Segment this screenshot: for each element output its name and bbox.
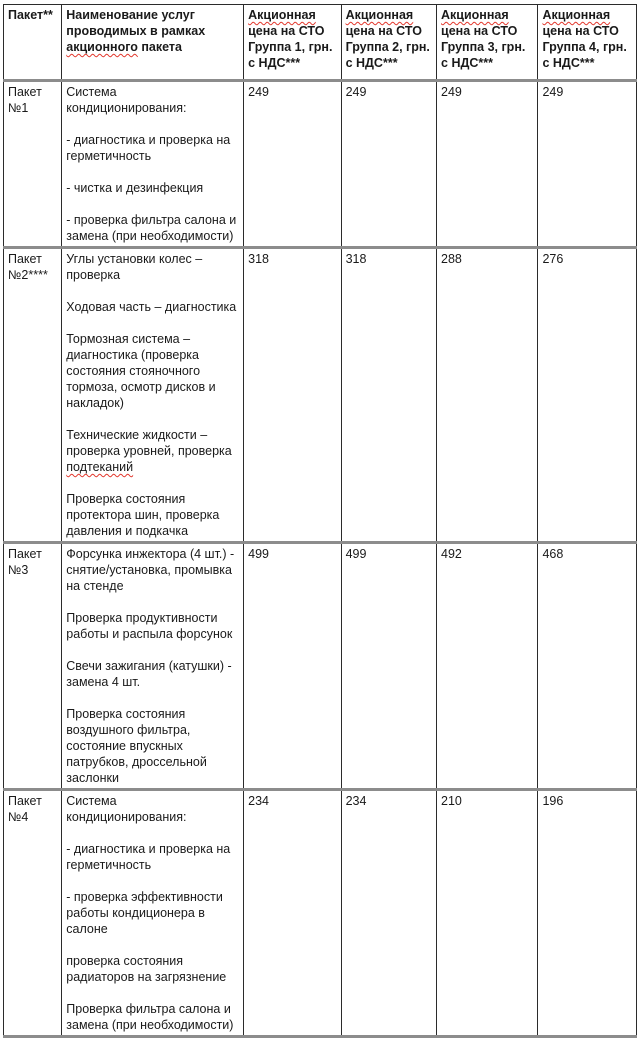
package-label: Пакет №4 bbox=[8, 794, 42, 824]
service-paragraph: - проверка фильтра салона и замена (при необходимости) bbox=[66, 213, 237, 243]
service-text: Технические жидкости – проверка уровней, проверка bbox=[66, 428, 232, 458]
header-price1-label: цена на СТО Группа 1, грн. с НДС*** bbox=[248, 24, 333, 70]
price-cell-group-4: 196 bbox=[538, 790, 637, 1037]
price-cell-group-2: 318 bbox=[341, 248, 436, 543]
header-cell-services bbox=[62, 5, 244, 81]
price-cell-group-3: 249 bbox=[437, 81, 538, 248]
services-cell bbox=[62, 790, 244, 1037]
package-cell bbox=[4, 81, 62, 248]
table-row-package-3 bbox=[4, 543, 637, 790]
header-cell-price-group-2 bbox=[341, 5, 436, 81]
price-cell-group-2: 234 bbox=[341, 790, 436, 1037]
header-price3-misspelled-word: Акционная bbox=[441, 8, 509, 22]
header-cell-package bbox=[4, 5, 62, 81]
service-paragraph: Система кондиционирования: bbox=[66, 85, 187, 115]
price-cell-group-4: 249 bbox=[538, 81, 637, 248]
price-cell-group-1: 234 bbox=[244, 790, 341, 1037]
header-price4-misspelled-word: Акционная bbox=[542, 8, 611, 22]
package-cell bbox=[4, 790, 62, 1037]
services-cell bbox=[62, 81, 244, 248]
header-cell-price-group-3 bbox=[437, 5, 538, 81]
table-header-row bbox=[4, 5, 637, 81]
table-row-package-1 bbox=[4, 81, 637, 248]
package-cell bbox=[4, 543, 62, 790]
table-row-package-2 bbox=[4, 248, 637, 543]
price-cell-group-2: 499 bbox=[341, 543, 436, 790]
service-paragraph: - диагностика и проверка на герметичность bbox=[66, 133, 231, 163]
table-row-package-4 bbox=[4, 790, 637, 1037]
service-paragraph: Проверка состояния протектора шин, проверка давления и подкачка bbox=[66, 492, 220, 538]
header-price2-misspelled-word: Акционная bbox=[345, 8, 414, 22]
header-services-misspelled-word: акционного bbox=[66, 40, 138, 54]
services-cell bbox=[62, 248, 244, 543]
service-paragraph: проверка состояния радиаторов на загрязнение bbox=[66, 954, 227, 984]
service-paragraph: - диагностика и проверка на герметичность bbox=[66, 842, 231, 872]
package-label: Пакет №1 bbox=[8, 85, 42, 115]
service-misspelled-word: подтеканий bbox=[66, 460, 134, 474]
header-services-label-pre: Наименование услуг проводимых в рамках bbox=[66, 8, 206, 38]
header-cell-price-group-1 bbox=[244, 5, 341, 81]
services-cell bbox=[62, 543, 244, 790]
price-cell-group-1: 318 bbox=[244, 248, 341, 543]
service-paragraph: - чистка и дезинфекция bbox=[66, 181, 204, 195]
header-services-label-post: пакета bbox=[137, 40, 182, 54]
service-paragraph: Углы установки колес – проверка bbox=[66, 252, 203, 282]
price-cell-group-1: 499 bbox=[244, 543, 341, 790]
price-cell-group-4: 276 bbox=[538, 248, 637, 543]
price-cell-group-1: 249 bbox=[244, 81, 341, 248]
service-paragraph: Форсунка инжектора (4 шт.) - снятие/установка, промывка на стенде bbox=[66, 547, 235, 593]
package-cell bbox=[4, 248, 62, 543]
price-cell-group-3: 288 bbox=[437, 248, 538, 543]
header-price1-misspelled-word: Акционная bbox=[248, 8, 316, 22]
service-paragraph: Система кондиционирования: bbox=[66, 794, 187, 824]
service-paragraph: Свечи зажигания (катушки) - замена 4 шт. bbox=[66, 659, 232, 689]
header-price4-label: цена на СТО Группа 4, грн. с НДС*** bbox=[542, 24, 627, 70]
service-paragraph: Проверка фильтра салона и замена (при необходимости) bbox=[66, 1002, 234, 1032]
price-cell-group-4: 468 bbox=[538, 543, 637, 790]
header-price3-label: цена на СТО Группа 3, грн. с НДС*** bbox=[441, 24, 526, 70]
header-price2-label: цена на СТО Группа 2, грн. с НДС*** bbox=[345, 24, 430, 70]
price-cell-group-2: 249 bbox=[341, 81, 436, 248]
service-paragraph: Ходовая часть – диагностика bbox=[66, 300, 237, 314]
service-paragraph: - проверка эффективности работы кондиционера в салоне bbox=[66, 890, 223, 936]
header-cell-price-group-4 bbox=[538, 5, 637, 81]
service-paragraph: Тормозная система – диагностика (проверка состояния стояночного тормоза, осмотр дисков и накладок) bbox=[66, 332, 216, 410]
promo-packages-table bbox=[3, 4, 637, 1038]
service-paragraph: Проверка продуктивности работы и распыла форсунок bbox=[66, 611, 233, 641]
package-label: Пакет №3 bbox=[8, 547, 42, 577]
header-package-label: Пакет** bbox=[8, 8, 53, 22]
service-paragraph bbox=[66, 427, 240, 475]
package-label: Пакет №2**** bbox=[8, 252, 48, 282]
price-cell-group-3: 210 bbox=[437, 790, 538, 1037]
price-cell-group-3: 492 bbox=[437, 543, 538, 790]
service-paragraph: Проверка состояния воздушного фильтра, состояние впускных патрубков, дроссельной заслонки bbox=[66, 707, 207, 785]
